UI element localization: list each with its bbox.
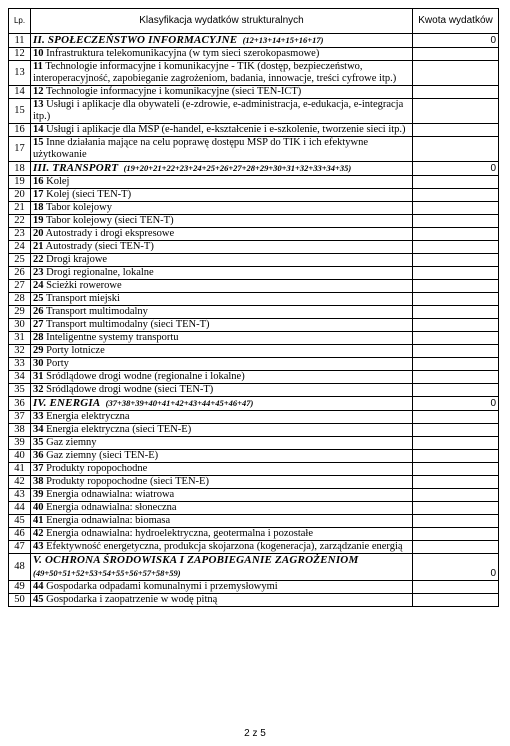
row-lp: 33 xyxy=(9,358,31,371)
table-row xyxy=(9,61,499,86)
item-text: Gaz ziemny (sieci TEN-E) xyxy=(46,450,159,461)
row-amount xyxy=(413,463,499,476)
row-lp: 23 xyxy=(9,228,31,241)
row-amount xyxy=(413,293,499,306)
item-text: Energia odnawialna: wiatrowa xyxy=(46,489,175,500)
table-row xyxy=(9,99,499,124)
page-number: 2 z 5 xyxy=(244,728,266,739)
row-lp: 47 xyxy=(9,541,31,554)
section-title: V. OCHRONA ŚRODOWISKA I ZAPOBIEGANIE ZAGROŻENIOM xyxy=(33,554,359,566)
row-description xyxy=(31,48,413,61)
row-description xyxy=(31,34,413,48)
table-row xyxy=(9,424,499,437)
item-code: 34 xyxy=(33,424,44,435)
row-description xyxy=(31,86,413,99)
item-text: Porty lotnicze xyxy=(46,345,105,356)
row-amount xyxy=(413,319,499,332)
item-text: Gospodarka odpadami komunalnymi i przemysłowymi xyxy=(46,581,278,592)
item-text: Kolej (sieci TEN-T) xyxy=(46,189,132,200)
row-description xyxy=(31,502,413,515)
row-lp: 37 xyxy=(9,411,31,424)
row-lp: 24 xyxy=(9,241,31,254)
item-code: 32 xyxy=(33,384,44,395)
row-amount xyxy=(413,489,499,502)
row-lp: 22 xyxy=(9,215,31,228)
item-code: 43 xyxy=(33,541,44,552)
table-header-row xyxy=(9,9,499,34)
row-description xyxy=(31,554,413,581)
table-row xyxy=(9,202,499,215)
row-description xyxy=(31,515,413,528)
item-text: Śródlądowe drogi wodne (sieci TEN-T) xyxy=(46,384,214,395)
row-lp: 28 xyxy=(9,293,31,306)
item-text: Efektywność energetyczna, produkcja skojarzona (kogeneracja), zarządzanie energią xyxy=(46,541,403,552)
row-lp: 45 xyxy=(9,515,31,528)
row-amount xyxy=(413,306,499,319)
item-text: Kolej xyxy=(46,176,70,187)
table-row xyxy=(9,293,499,306)
table-row xyxy=(9,489,499,502)
table-row xyxy=(9,476,499,489)
table-row xyxy=(9,371,499,384)
row-amount xyxy=(413,515,499,528)
row-amount xyxy=(413,202,499,215)
item-text: Usługi i aplikacje dla obywateli (e-zdrowie, e-administracja, e-edukacja, e-integracja itp.) xyxy=(33,99,404,122)
item-code: 36 xyxy=(33,450,44,461)
item-code: 15 xyxy=(33,137,44,148)
item-text: Porty xyxy=(46,358,69,369)
row-lp: 26 xyxy=(9,267,31,280)
table-row xyxy=(9,528,499,541)
row-amount xyxy=(413,228,499,241)
row-lp: 41 xyxy=(9,463,31,476)
table-row xyxy=(9,437,499,450)
item-code: 10 xyxy=(33,48,44,59)
section-formula: (49+50+51+52+53+54+55+56+57+58+59) xyxy=(33,568,181,578)
row-description xyxy=(31,345,413,358)
table-row xyxy=(9,189,499,202)
row-lp: 35 xyxy=(9,384,31,397)
item-code: 18 xyxy=(33,202,44,213)
row-lp: 40 xyxy=(9,450,31,463)
item-code: 38 xyxy=(33,476,44,487)
table-row xyxy=(9,215,499,228)
row-lp: 49 xyxy=(9,581,31,594)
row-lp: 38 xyxy=(9,424,31,437)
item-code: 11 xyxy=(33,61,43,72)
row-lp: 14 xyxy=(9,86,31,99)
item-text: Tabor kolejowy xyxy=(45,202,112,213)
row-description xyxy=(31,384,413,397)
table-row xyxy=(9,541,499,554)
row-lp: 25 xyxy=(9,254,31,267)
row-description xyxy=(31,189,413,202)
row-lp: 16 xyxy=(9,124,31,137)
row-amount xyxy=(413,332,499,345)
item-code: 14 xyxy=(33,124,44,135)
row-description xyxy=(31,397,413,411)
item-text: Transport multimodalny xyxy=(45,306,148,317)
section-title: II. SPOŁECZEŃSTWO INFORMACYJNE xyxy=(33,34,238,46)
row-lp: 17 xyxy=(9,137,31,162)
item-code: 44 xyxy=(33,581,44,592)
row-lp: 50 xyxy=(9,594,31,607)
item-code: 22 xyxy=(33,254,44,265)
table-row xyxy=(9,137,499,162)
item-code: 24 xyxy=(33,280,44,291)
item-code: 26 xyxy=(33,306,44,317)
item-code: 42 xyxy=(33,528,44,539)
expenditure-table xyxy=(8,8,499,607)
row-amount xyxy=(413,189,499,202)
item-text: Inne działania mające na celu poprawę dostępu MŚP do TIK i ich efektywne użytkowanie xyxy=(33,137,369,160)
row-amount: 0 xyxy=(413,397,499,411)
item-text: Energia elektryczna xyxy=(46,411,130,422)
table-row xyxy=(9,319,499,332)
item-code: 16 xyxy=(33,176,44,187)
row-amount xyxy=(413,594,499,607)
row-description xyxy=(31,541,413,554)
row-description xyxy=(31,306,413,319)
table-row xyxy=(9,228,499,241)
item-text: Usługi i aplikacje dla MŚP (e-handel, e-kształcenie i e-szkolenie, tworzenie sieci itp.) xyxy=(46,124,406,135)
item-code: 20 xyxy=(33,228,44,239)
row-amount xyxy=(413,124,499,137)
header-lp: Lp. xyxy=(9,9,31,34)
item-text: Drogi regionalne, lokalne xyxy=(46,267,154,278)
table-row xyxy=(9,515,499,528)
table-row xyxy=(9,267,499,280)
row-lp: 46 xyxy=(9,528,31,541)
row-amount xyxy=(413,437,499,450)
row-description xyxy=(31,228,413,241)
table-row xyxy=(9,345,499,358)
item-text: Energia odnawialna: hydroelektryczna, geotermalna i pozostałe xyxy=(46,528,313,539)
item-text: Technologie informacyjne i komunikacyjne (sieci TEN-ICT) xyxy=(45,86,302,97)
item-code: 29 xyxy=(33,345,44,356)
row-amount xyxy=(413,280,499,293)
table-body xyxy=(9,34,499,607)
item-code: 41 xyxy=(33,515,44,526)
item-text: Energia odnawialna: słoneczna xyxy=(46,502,177,513)
item-text: Tabor kolejowy (sieci TEN-T) xyxy=(45,215,174,226)
row-amount xyxy=(413,61,499,86)
table-row xyxy=(9,48,499,61)
table-row xyxy=(9,332,499,345)
section-formula: (19+20+21+22+23+24+25+26+27+28+29+30+31+32+33+34+35) xyxy=(123,163,352,173)
row-description xyxy=(31,124,413,137)
row-amount xyxy=(413,86,499,99)
section-row xyxy=(9,34,499,48)
row-description xyxy=(31,176,413,189)
table-row xyxy=(9,384,499,397)
item-code: 30 xyxy=(33,358,44,369)
row-lp: 15 xyxy=(9,99,31,124)
row-lp: 42 xyxy=(9,476,31,489)
row-lp: 18 xyxy=(9,162,31,176)
item-text: Produkty ropopochodne xyxy=(46,463,148,474)
row-lp: 29 xyxy=(9,306,31,319)
row-amount xyxy=(413,541,499,554)
row-description xyxy=(31,424,413,437)
item-text: Transport miejski xyxy=(45,293,120,304)
row-amount xyxy=(413,424,499,437)
row-description xyxy=(31,358,413,371)
row-description xyxy=(31,137,413,162)
row-amount xyxy=(413,267,499,280)
row-lp: 20 xyxy=(9,189,31,202)
row-lp: 44 xyxy=(9,502,31,515)
item-code: 25 xyxy=(33,293,44,304)
row-amount xyxy=(413,48,499,61)
row-amount xyxy=(413,411,499,424)
row-description xyxy=(31,202,413,215)
row-description xyxy=(31,450,413,463)
row-description xyxy=(31,319,413,332)
row-description xyxy=(31,371,413,384)
row-amount xyxy=(413,99,499,124)
table-row xyxy=(9,581,499,594)
header-amount: Kwota wydatków xyxy=(413,9,499,34)
item-code: 21 xyxy=(33,241,44,252)
row-description xyxy=(31,254,413,267)
row-description xyxy=(31,293,413,306)
item-code: 37 xyxy=(33,463,44,474)
row-amount xyxy=(413,254,499,267)
row-lp: 27 xyxy=(9,280,31,293)
table-row xyxy=(9,124,499,137)
item-code: 17 xyxy=(33,189,44,200)
item-code: 19 xyxy=(33,215,44,226)
row-description xyxy=(31,489,413,502)
item-code: 23 xyxy=(33,267,44,278)
item-text: Technologie informacyjne i komunikacyjne - TIK (dostęp, bezpieczeństwo, interoperacyjność, zapobieganie zagrożeniom, badania, innowacje, treści cyfrowe itp.) xyxy=(33,61,397,84)
row-description xyxy=(31,581,413,594)
section-title: III. TRANSPORT xyxy=(33,162,119,174)
row-description xyxy=(31,61,413,86)
row-lp: 36 xyxy=(9,397,31,411)
row-lp: 43 xyxy=(9,489,31,502)
item-code: 27 xyxy=(33,319,44,330)
row-amount xyxy=(413,384,499,397)
row-lp: 30 xyxy=(9,319,31,332)
table-row xyxy=(9,411,499,424)
row-lp: 12 xyxy=(9,48,31,61)
row-amount: 0 xyxy=(413,34,499,48)
row-lp: 11 xyxy=(9,34,31,48)
row-lp: 34 xyxy=(9,371,31,384)
row-description xyxy=(31,99,413,124)
row-description xyxy=(31,241,413,254)
row-description xyxy=(31,594,413,607)
row-description xyxy=(31,215,413,228)
table-row xyxy=(9,86,499,99)
item-code: 31 xyxy=(33,371,44,382)
row-amount xyxy=(413,581,499,594)
item-text: Produkty ropopochodne (sieci TEN-E) xyxy=(46,476,209,487)
header-classification: Klasyfikacja wydatków strukturalnych xyxy=(31,9,413,34)
row-amount: 0 xyxy=(413,554,499,581)
item-code: 35 xyxy=(33,437,44,448)
row-description xyxy=(31,476,413,489)
row-amount xyxy=(413,345,499,358)
table-row xyxy=(9,176,499,189)
row-description xyxy=(31,332,413,345)
item-text: Transport multimodalny (sieci TEN-T) xyxy=(45,319,210,330)
item-code: 45 xyxy=(33,594,44,605)
table-row xyxy=(9,450,499,463)
item-text: Gaz ziemny xyxy=(46,437,97,448)
row-amount xyxy=(413,241,499,254)
item-code: 12 xyxy=(33,86,44,97)
row-lp: 48 xyxy=(9,554,31,581)
item-text: Drogi krajowe xyxy=(46,254,108,265)
row-description xyxy=(31,162,413,176)
row-amount xyxy=(413,450,499,463)
row-amount: 0 xyxy=(413,162,499,176)
item-text: Inteligentne systemy transportu xyxy=(46,332,179,343)
table-row xyxy=(9,241,499,254)
row-amount xyxy=(413,371,499,384)
section-formula: (12+13+14+15+16+17) xyxy=(242,35,324,45)
section-formula: (37+38+39+40+41+42+43+44+45+46+47) xyxy=(105,398,254,408)
item-text: Autostrady i drogi ekspresowe xyxy=(45,228,175,239)
row-lp: 39 xyxy=(9,437,31,450)
row-amount xyxy=(413,476,499,489)
table-row xyxy=(9,280,499,293)
table-row xyxy=(9,254,499,267)
section-title: IV. ENERGIA xyxy=(33,397,101,409)
item-text: Autostrady (sieci TEN-T) xyxy=(45,241,154,252)
section-row xyxy=(9,554,499,581)
table-row xyxy=(9,502,499,515)
item-code: 40 xyxy=(33,502,44,513)
item-text: Śródlądowe drogi wodne (regionalne i lokalne) xyxy=(46,371,245,382)
row-amount xyxy=(413,528,499,541)
row-amount xyxy=(413,358,499,371)
row-description xyxy=(31,280,413,293)
table-row xyxy=(9,358,499,371)
row-lp: 31 xyxy=(9,332,31,345)
row-amount xyxy=(413,502,499,515)
row-description xyxy=(31,463,413,476)
item-code: 28 xyxy=(33,332,44,343)
row-lp: 13 xyxy=(9,61,31,86)
item-text: Ścieżki rowerowe xyxy=(46,280,122,291)
table-row xyxy=(9,594,499,607)
row-description xyxy=(31,267,413,280)
section-row xyxy=(9,162,499,176)
row-description xyxy=(31,437,413,450)
row-description xyxy=(31,411,413,424)
item-code: 39 xyxy=(33,489,44,500)
item-code: 13 xyxy=(33,99,44,110)
table-row xyxy=(9,463,499,476)
row-lp: 19 xyxy=(9,176,31,189)
row-amount xyxy=(413,215,499,228)
section-row xyxy=(9,397,499,411)
item-code: 33 xyxy=(33,411,44,422)
table-row xyxy=(9,306,499,319)
item-text: Energia elektryczna (sieci TEN-E) xyxy=(46,424,192,435)
row-description xyxy=(31,528,413,541)
row-amount xyxy=(413,176,499,189)
item-text: Gospodarka i zaopatrzenie w wodę pitną xyxy=(46,594,218,605)
item-text: Infrastruktura telekomunikacyjna (w tym sieci szerokopasmowe) xyxy=(46,48,320,59)
item-text: Energia odnawialna: biomasa xyxy=(46,515,171,526)
row-lp: 21 xyxy=(9,202,31,215)
row-lp: 32 xyxy=(9,345,31,358)
row-amount xyxy=(413,137,499,162)
